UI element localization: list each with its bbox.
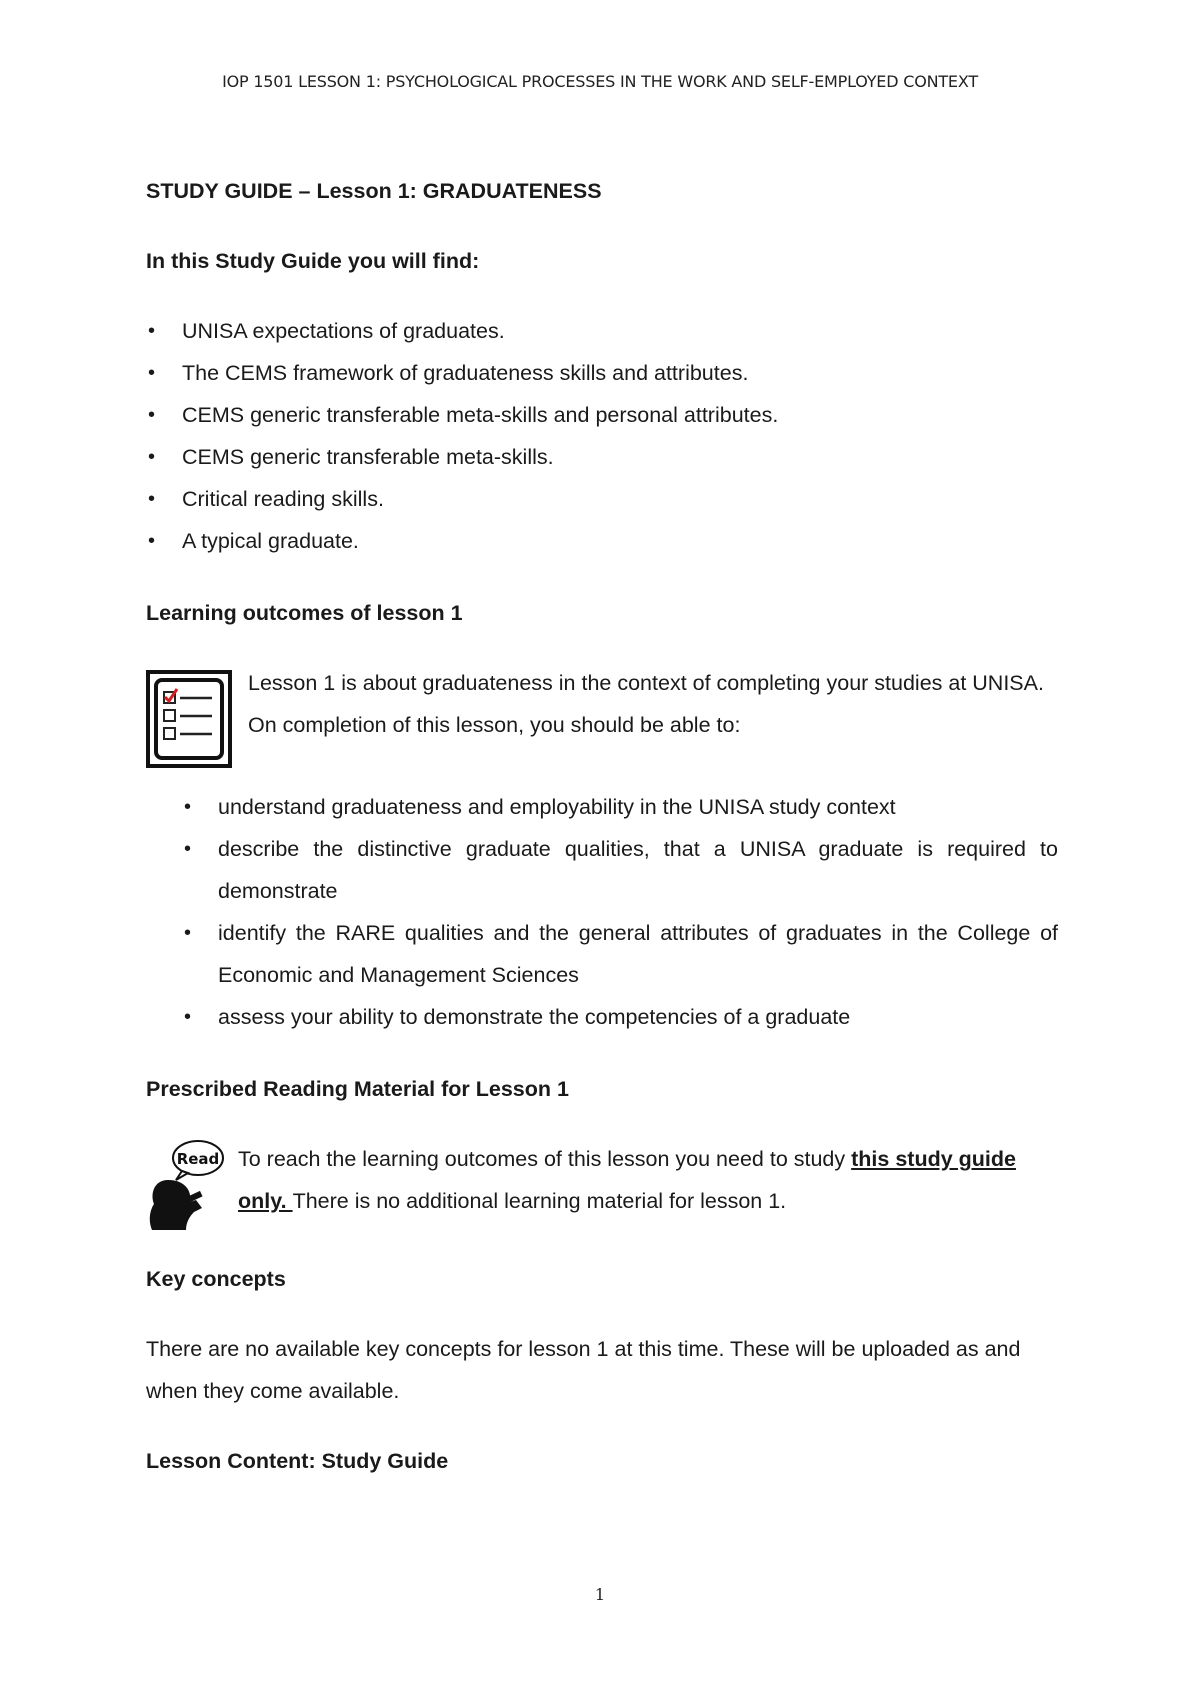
page-number: 1 <box>594 1585 606 1604</box>
bullet-icon: • <box>148 362 156 384</box>
list-item: • assess your ability to demonstrate the competencies of a graduate <box>146 996 1058 1038</box>
reading-emphasis: this study guide only. <box>238 1147 1016 1213</box>
bullet-icon: • <box>148 446 156 468</box>
key-concepts-text: There are no available key concepts for lesson 1 at this time. These will be uploaded as and when they come available. <box>146 1337 1021 1403</box>
reading-row <box>146 1138 1058 1236</box>
lesson-content-heading: Lesson Content: Study Guide <box>146 1449 449 1473</box>
outcomes-list <box>146 786 1058 1038</box>
list-item: • UNISA expectations of graduates. <box>146 310 1058 352</box>
checklist-icon <box>146 670 232 768</box>
find-heading: In this Study Guide you will find: <box>146 249 480 273</box>
key-concepts-heading: Key concepts <box>146 1267 286 1291</box>
reader-icon <box>146 1138 226 1236</box>
outcomes-intro-row <box>146 662 1058 768</box>
bullet-icon: • <box>148 530 156 552</box>
list-item: • Critical reading skills. <box>146 478 1058 520</box>
document-body <box>146 170 1058 1482</box>
page-title: STUDY GUIDE – Lesson 1: GRADUATENESS <box>146 179 602 203</box>
bullet-icon: • <box>184 1006 192 1028</box>
outcomes-heading: Learning outcomes of lesson 1 <box>146 601 463 625</box>
bullet-icon: • <box>184 796 192 818</box>
reading-text: To reach the learning outcomes of this lesson you need to study this study guide only. There is no additional learning material for lesson 1. <box>238 1147 1016 1213</box>
bullet-icon: • <box>148 488 156 510</box>
bullet-icon: • <box>148 404 156 426</box>
bullet-icon: • <box>148 320 156 342</box>
outcomes-intro: Lesson 1 is about graduateness in the context of completing your studies at UNISA. On completion of this lesson, you should be able to: <box>248 671 1044 737</box>
read-label: Read <box>176 1150 220 1168</box>
reading-heading: Prescribed Reading Material for Lesson 1 <box>146 1077 569 1101</box>
list-item: • CEMS generic transferable meta-skills and personal attributes. <box>146 394 1058 436</box>
list-item: • identify the RARE qualities and the general attributes of graduates in the College of Economic and Management Sciences <box>146 912 1058 996</box>
running-header: IOP 1501 LESSON 1: PSYCHOLOGICAL PROCESSES IN THE WORK AND SELF-EMPLOYED CONTEXT <box>222 72 978 91</box>
bullet-icon: • <box>184 922 192 944</box>
list-item: • CEMS generic transferable meta-skills. <box>146 436 1058 478</box>
list-item: • The CEMS framework of graduateness skills and attributes. <box>146 352 1058 394</box>
find-list <box>146 310 1058 562</box>
list-item: • understand graduateness and employability in the UNISA study context <box>146 786 1058 828</box>
list-item: • describe the distinctive graduate qualities, that a UNISA graduate is required to demonstrate <box>146 828 1058 912</box>
list-item: • A typical graduate. <box>146 520 1058 562</box>
bullet-icon: • <box>184 838 192 860</box>
